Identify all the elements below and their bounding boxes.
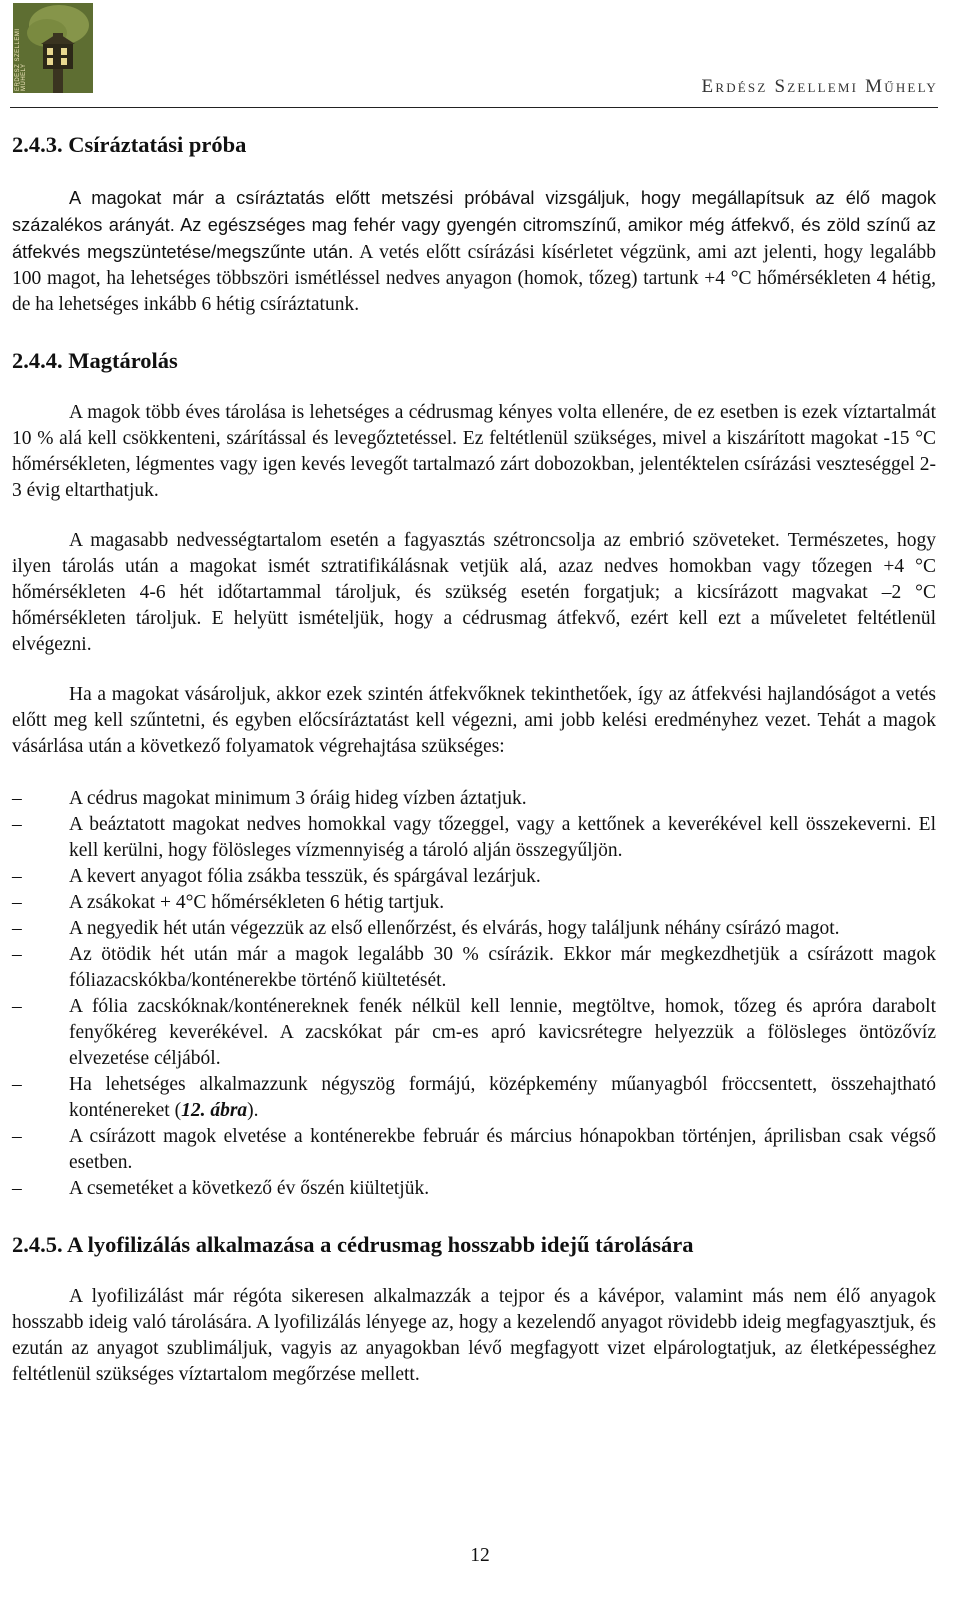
list-item: – A zsákokat + 4°C hőmérsékleten 6 hétig tartjuk.	[12, 890, 936, 916]
page-body	[12, 130, 936, 1388]
paragraph-text: Ez feltétlenül szükséges, mivel a kiszárított magokat -15 °C hőmérsékleten, légmentes vagy igen kevés levegőt tartalmazó zárt dobozokban, jelentéktelen csírázási veszteséggel 2-3 évig eltarthatjuk.	[12, 428, 936, 501]
step-list	[12, 786, 936, 1202]
paragraph-text-sans: A magokat már a csíráztatás előtt metszési próbával vizsgáljuk, hogy megállapítsuk az élő magok százalékos arányát. Az egészséges mag fehér vagy gyengén citromszínű, amikor még átfekvő, és zöld színű az átfekvés megszüntetése/megszűnte után.	[12, 187, 936, 262]
dash-bullet: –	[12, 1074, 22, 1095]
paragraph-text: A vetés előtt csírázási kísérletet végzünk, ami azt jelenti, hogy legalább 100 magot, ha lehetséges többszöri ismétléssel nedves anyagon (homok, tőzeg) tartunk +4 °C hőmérsékleten 4 hétig, de ha lehetséges inkább 6 hétig csíráztatunk.	[12, 242, 936, 315]
paragraph: Ha a magokat vásároljuk, akkor ezek szintén átfekvőknek tekinthetőek, így az átfekvési hajlandóságot a vetés előtt meg kell szűntetni, és egyben előcsíráztatást kell végezni, ami jobb kelési eredményhez vezet. Tehát a magok vásárlása után a következő folyamatok végrehajtása szükséges:	[12, 684, 936, 757]
list-item: – A cédrus magokat minimum 3 óráig hideg vízben áztatjuk.	[12, 786, 936, 812]
list-item: – Ha lehetséges alkalmazzunk négyszög formájú, középkemény műanyagból fröccsentett, összehajtható konténereket (12. ábra).	[12, 1074, 936, 1121]
list-item: – A csírázott magok elvetése a konténerekbe február és március hónapokban történjen, áprilisban csak végső esetben.	[12, 1126, 936, 1173]
page-header	[10, 0, 938, 110]
section-heading-2-4-5: 2.4.5. A lyofilizálás alkalmazása a cédrusmag hosszabb idejű tárolására	[12, 1232, 694, 1257]
list-item: – A csemetéket a következő év őszén kiültetjük.	[12, 1176, 936, 1202]
dash-bullet: –	[12, 1178, 22, 1199]
dash-bullet: –	[12, 1126, 22, 1147]
section-heading-2-4-3: 2.4.3. Csíráztatási próba	[12, 132, 247, 157]
section-heading-2-4-4: 2.4.4. Magtárolás	[12, 348, 178, 373]
paragraph-text: A magok több éves tárolása is lehetséges a cédrusmag kényes volta ellenére, de ez esetben is ezek víztartalmát 10 % alá kell csökkenteni, szárítással és levegőztetéssel.	[12, 402, 936, 449]
brand-title: Erdész Szellemi Műhely	[701, 76, 938, 97]
dash-bullet: –	[12, 944, 22, 965]
page-number: 12	[470, 1545, 490, 1566]
paragraph	[12, 185, 936, 318]
list-item: – A beáztatott magokat nedves homokkal vagy tőzeggel, vagy a kettőnek a keverékével kell összekeverni. El kell kerülni, hogy fölösleges vízmennyiség a tároló alján összegyűljön.	[12, 814, 936, 861]
paragraph: A magasabb nedvességtartalom esetén a fagyasztás szétroncsolja az embrió szöveteket. Természetes, hogy ilyen tárolás után a magokat ismét sztratifikálásnak vetjük alá, azaz nedves homokban vagy tőzegen +4 °C hőmérsékleten 4-6 hét időtartammal tároljuk, és szükség esetén forgatjuk; a kicsírázott magvakat –2 °C hőmérsékleten tároljuk. E helyütt ismételjük, hogy a cédrusmag átfekvő, ezért kell ezt a műveletet feltétlenül elvégezni.	[12, 530, 936, 655]
dash-bullet: –	[12, 918, 22, 939]
dash-bullet: –	[12, 866, 22, 887]
list-item: – A fólia zacskóknak/konténereknek fenék nélkül kell lennie, megtöltve, homok, tőzeg és apróra darabolt fenyőkéreg keverékével. A zacskókat pár cm-es apró kavicsrétegre helyezzük a fölösleges öntözővíz elvezetése céljából.	[12, 996, 936, 1069]
logo-text: ERDÉSZ SZELLEMI MŰHELY	[15, 28, 27, 91]
figure-reference: 12. ábra	[181, 1100, 248, 1121]
list-item: – A kevert anyagot fólia zsákba tesszük, és spárgával lezárjuk.	[12, 864, 936, 890]
header-rule	[10, 107, 938, 108]
logo	[13, 3, 93, 93]
dash-bullet: –	[12, 996, 22, 1017]
dash-bullet: –	[12, 892, 22, 913]
paragraph: A lyofilizálást már régóta sikeresen alkalmazzák a tejpor és a kávépor, valamint más nem élő anyagok hosszabb ideig való tárolására. A lyofilizálás lényege az, hogy a kezelendő anyagot rövidebb ideig megfagyasztjuk, és ezután az anyagot szublimáljuk, vagyis az anyagokban lévő megfagyott vizet elpárologtatjuk, az életképességhez feltétlenül szükséges víztartalom megőrzése mellett.	[12, 1286, 936, 1385]
paragraph	[12, 400, 936, 504]
list-item: – A negyedik hét után végezzük az első ellenőrzést, és elvárás, hogy találjunk néhány csírázó magot.	[12, 916, 936, 942]
dash-bullet: –	[12, 788, 22, 809]
dash-bullet: –	[12, 814, 22, 835]
list-item: – Az ötödik hét után már a magok legalább 30 % csírázik. Ekkor már megkezdhetjük a csírázott magok fóliazacskókba/konténerekbe történő kiültetését.	[12, 944, 936, 991]
